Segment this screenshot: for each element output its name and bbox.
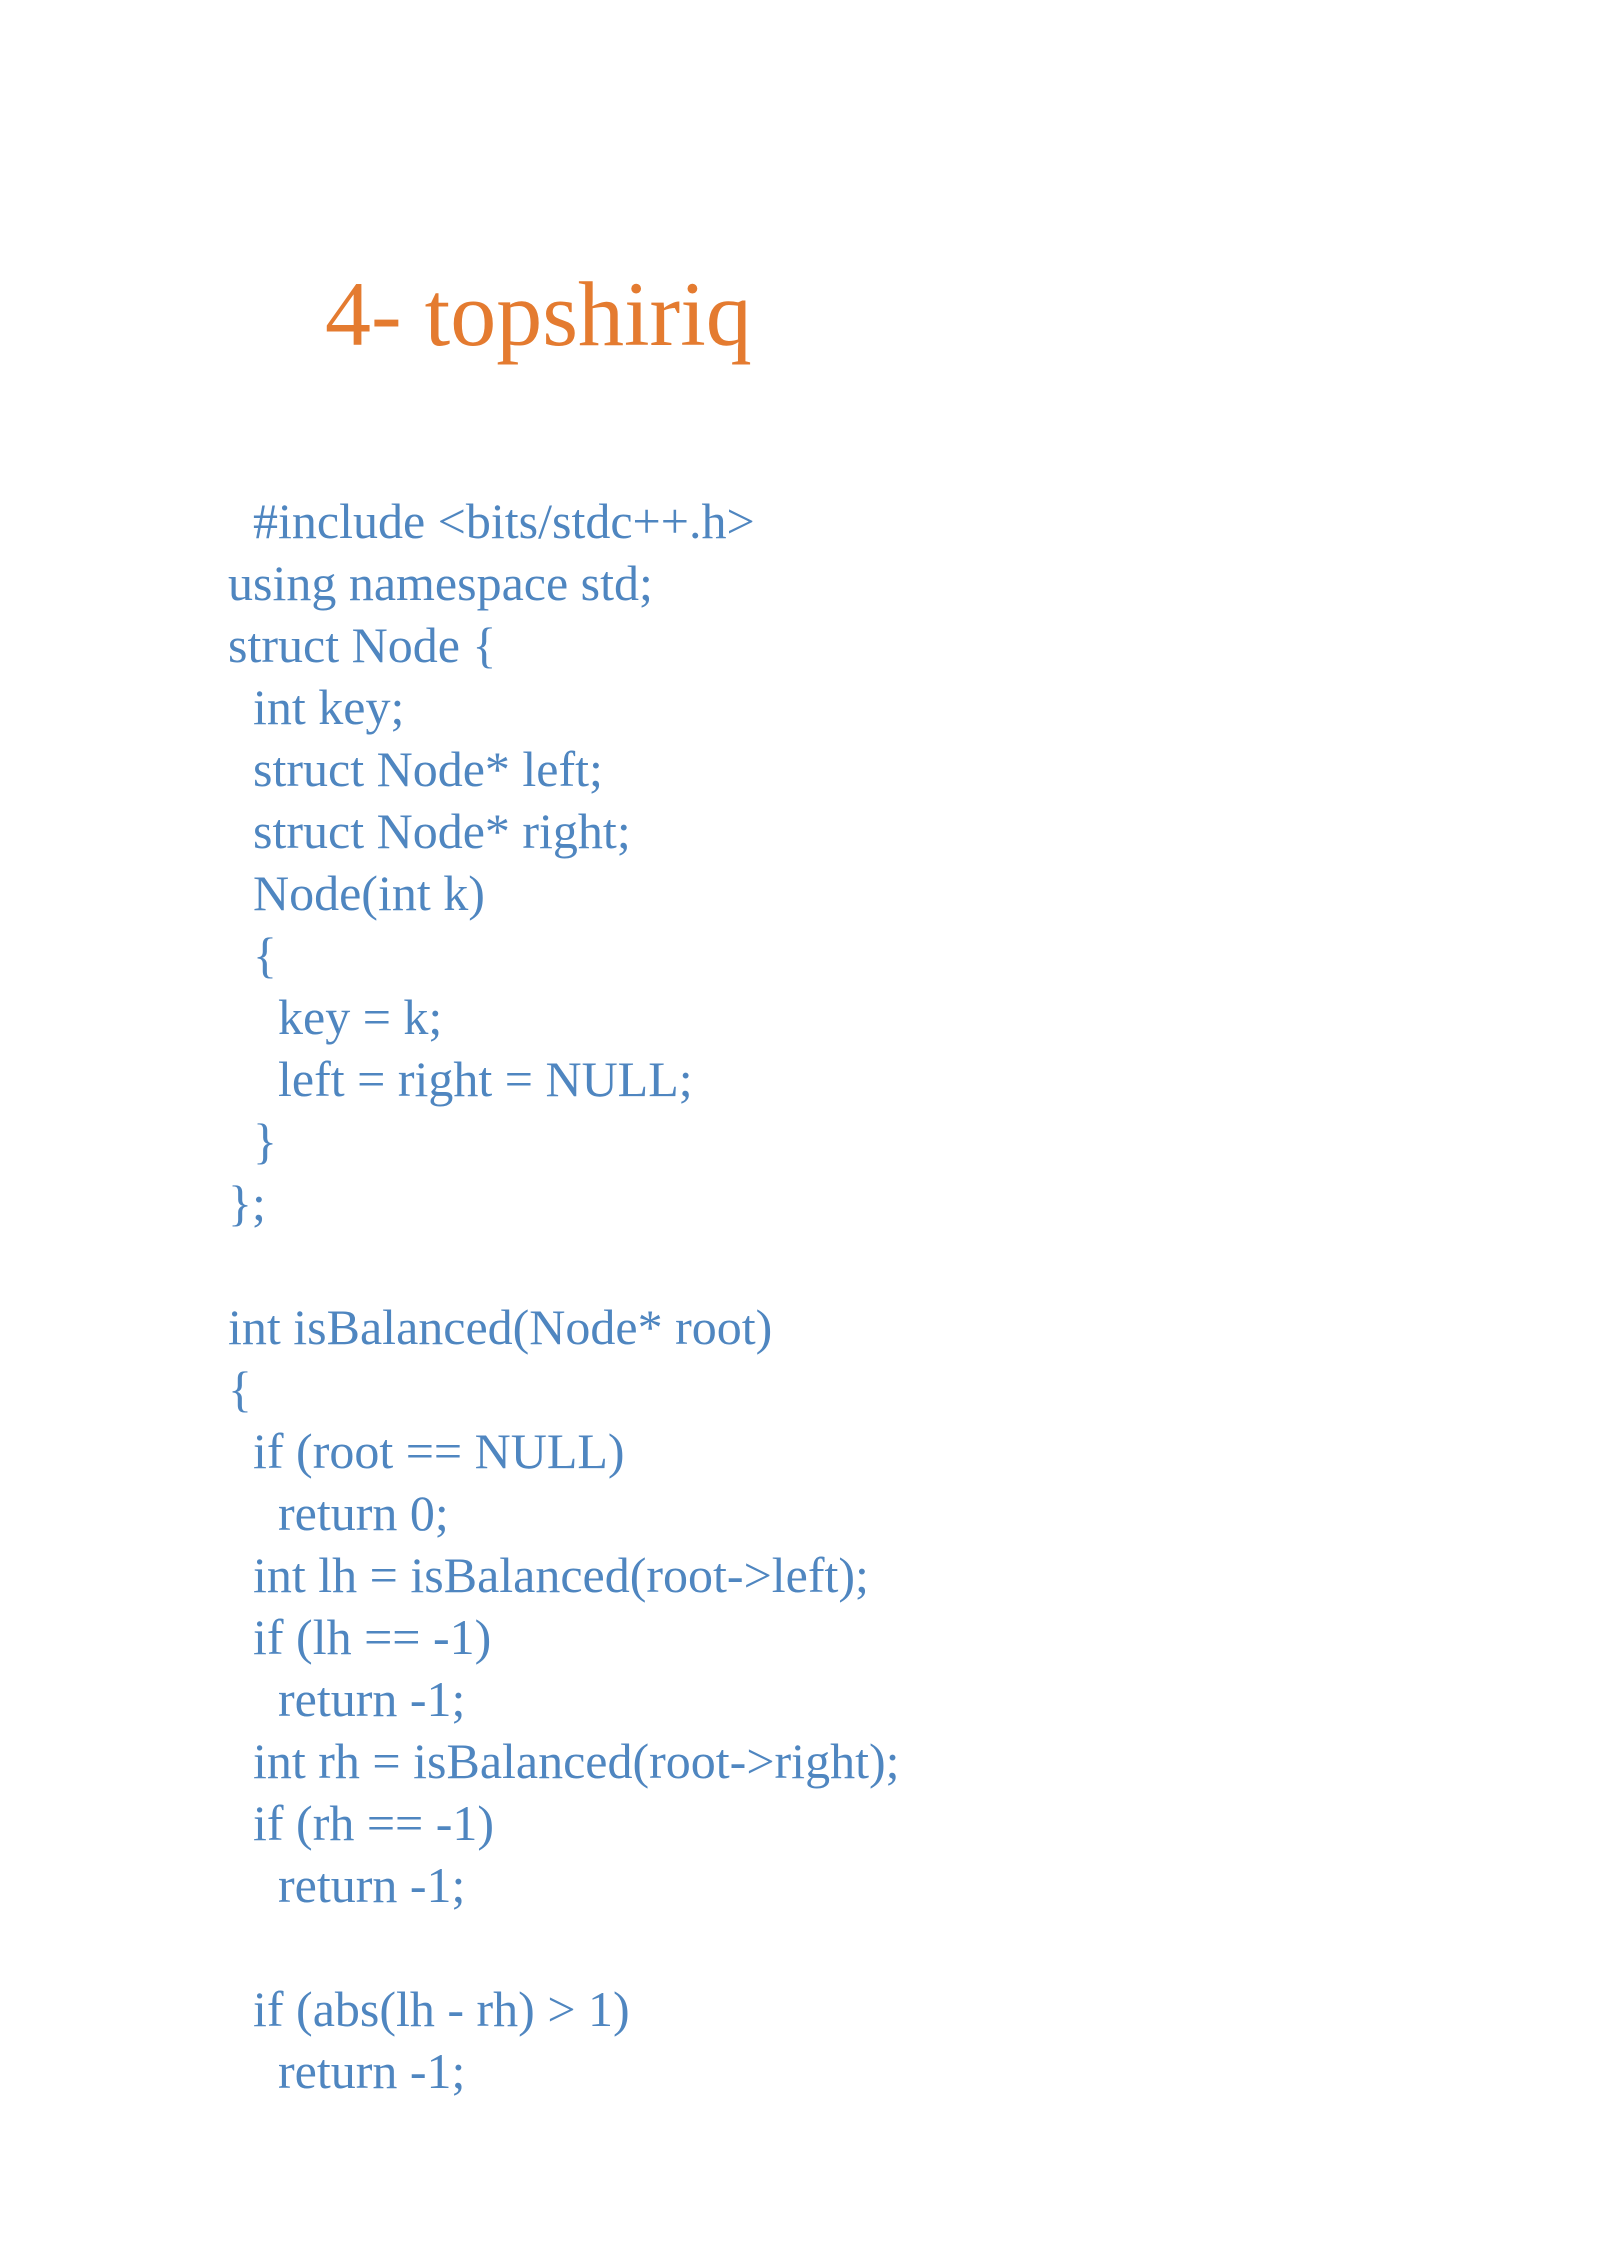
code-line: { [228,927,277,983]
code-line: }; [228,1175,266,1231]
code-line: return 0; [228,1485,449,1541]
code-line: if (root == NULL) [228,1423,625,1479]
code-line: #include <bits/stdc++.h> [228,493,755,549]
code-line: struct Node { [228,617,497,673]
document-title: 4- topshiriq [325,263,752,365]
code-line: int isBalanced(Node* root) [228,1299,773,1355]
code-line [228,1916,900,1978]
code-line: } [228,1113,277,1169]
code-line: left = right = NULL; [228,1051,693,1107]
code-line: Node(int k) [228,865,485,921]
code-block [228,490,900,2102]
code-line: struct Node* right; [228,803,631,859]
code-line: if (rh == -1) [228,1795,495,1851]
code-line: if (lh == -1) [228,1609,492,1665]
code-line: struct Node* left; [228,741,603,797]
code-line: int rh = isBalanced(root->right); [228,1733,900,1789]
code-line [228,1234,900,1296]
code-line: return -1; [228,1857,466,1913]
code-line: { [228,1361,252,1417]
code-line: if (abs(lh - rh) > 1) [228,1981,630,2037]
code-line: using namespace std; [228,555,653,611]
code-line: key = k; [228,989,443,1045]
code-line: return -1; [228,2043,466,2099]
code-line: int lh = isBalanced(root->left); [228,1547,869,1603]
code-line: return -1; [228,1671,466,1727]
code-line: int key; [228,679,405,735]
